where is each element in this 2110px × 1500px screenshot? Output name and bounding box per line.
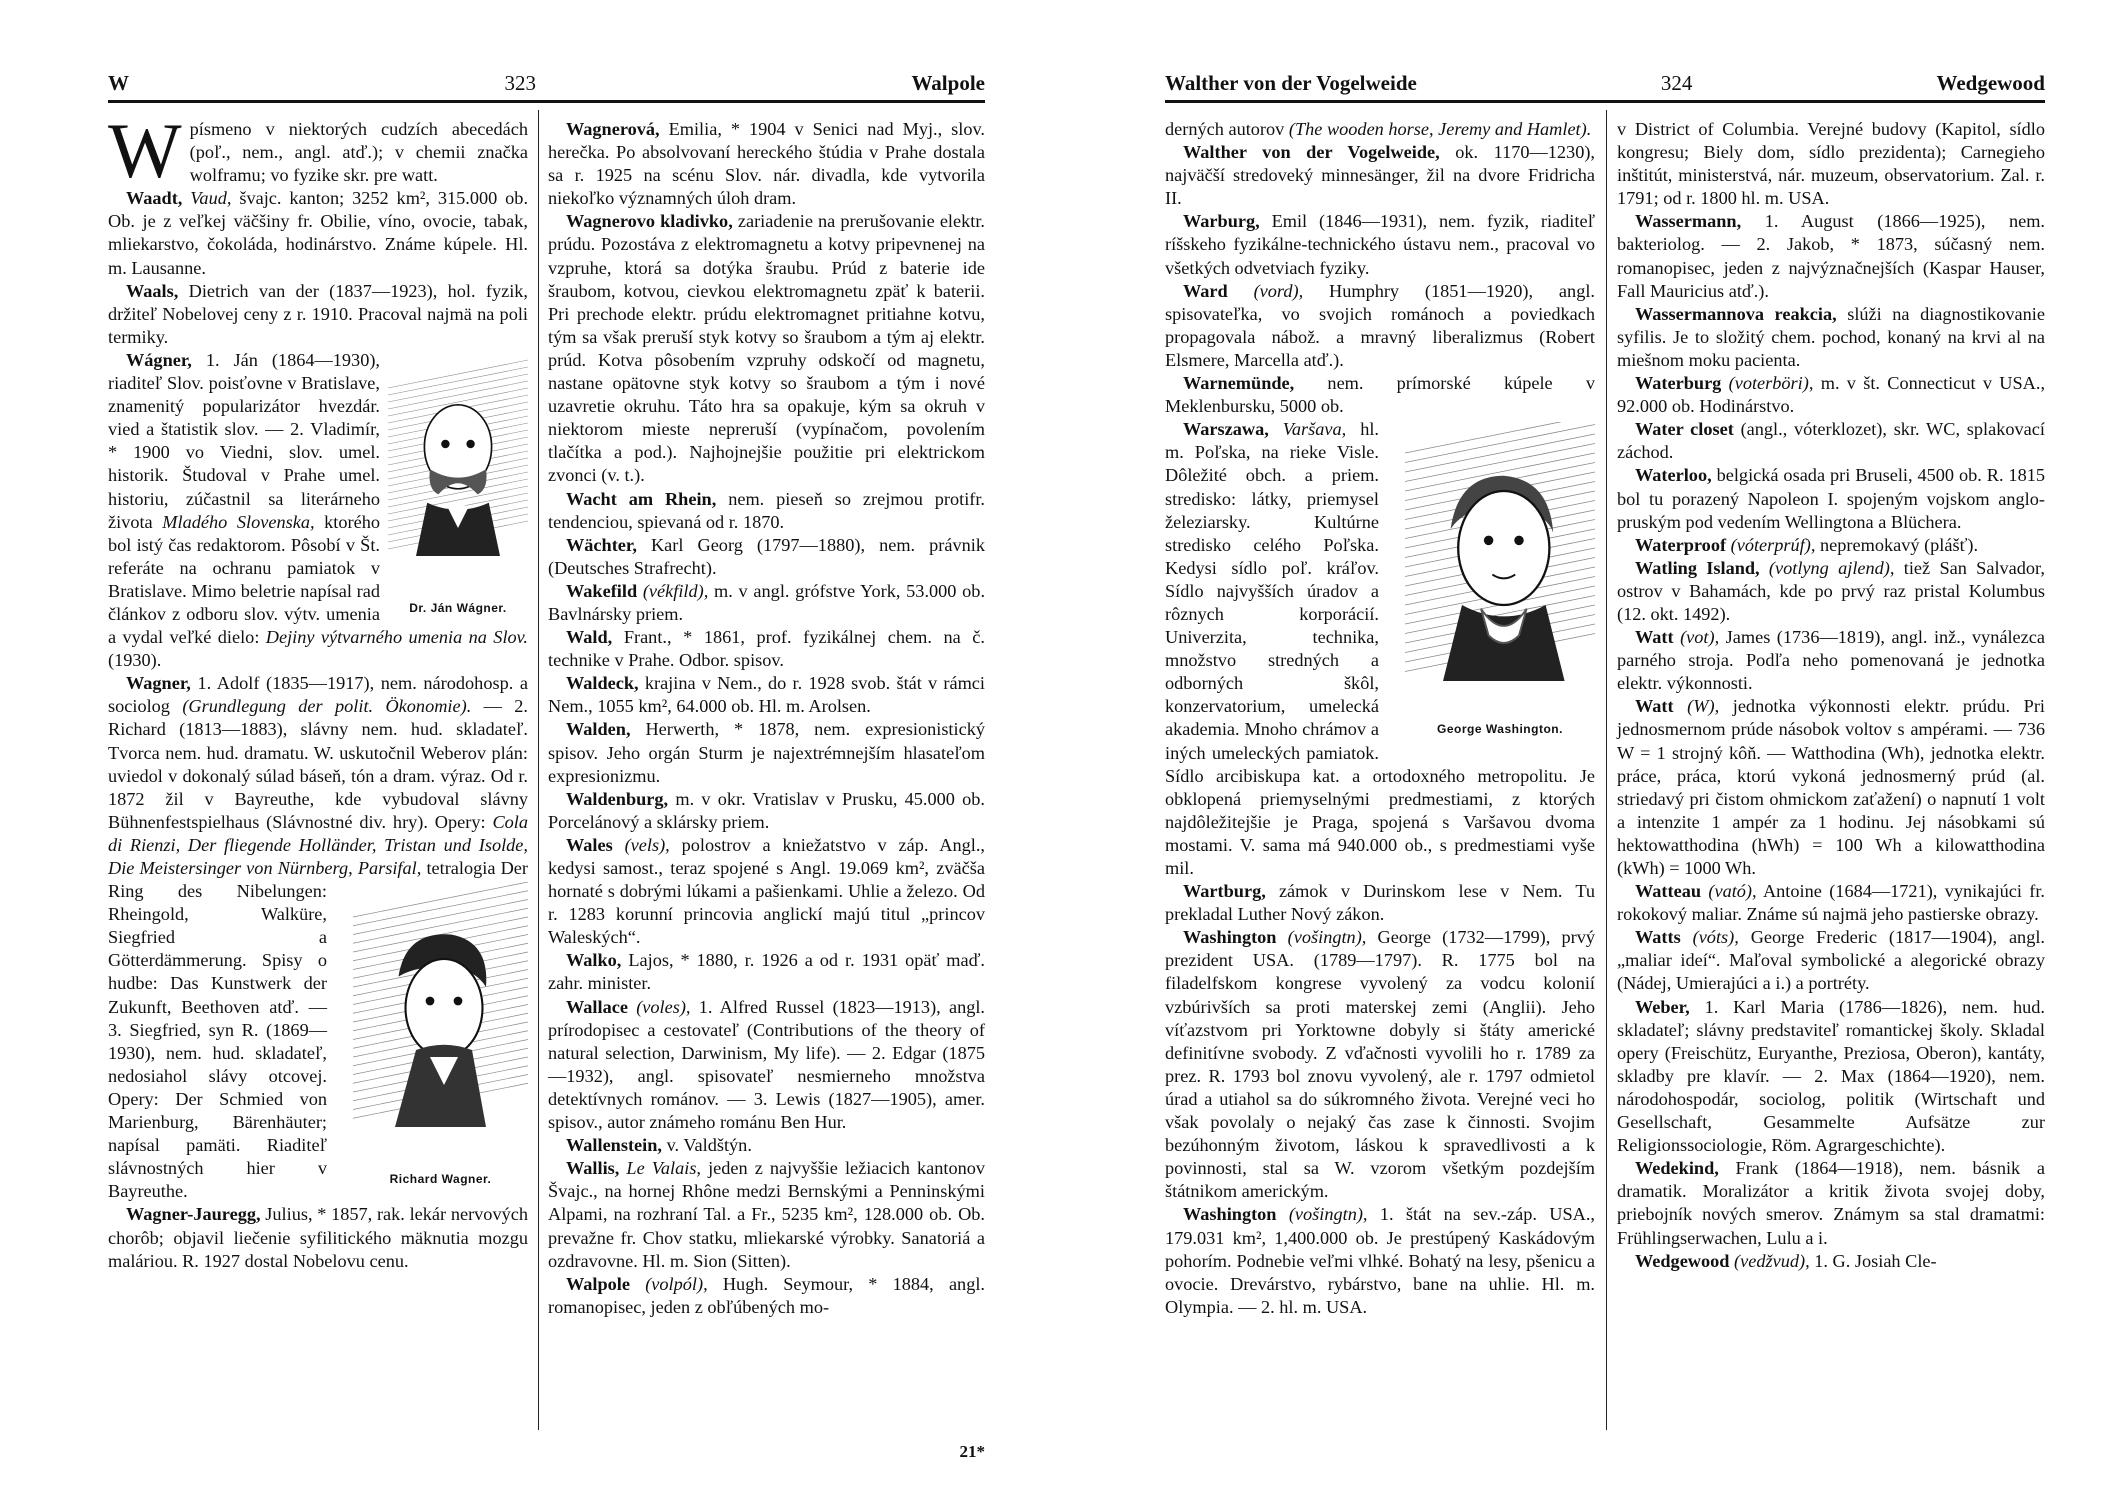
entry-text: 1. Karl Maria (1786—1826), nem. hud. skladateľ; slávny predstaviteľ romantickej školy. Skladal opery (Freischütz, Euryanthe, Preziosa, Oberon), kantáty, skladby pre klavír. — 2. Max (1864—1920), nem. národohospodár, sociolog, politik (Wirtschaft und Gesellschaft, Gesammelte Aufsätze zur Religionssociologie, Röm. Agrargeschichte).	[1617, 996, 2045, 1156]
entry-text: (angl., vóterklozet), skr. WC, splakovací záchod.	[1617, 419, 2045, 463]
entry-headword: Washington	[1183, 927, 1277, 948]
entry-pronunciation: (vóts),	[1692, 927, 1739, 948]
entry-pronunciation: Vaud,	[190, 188, 232, 209]
entry-italic: Mladého Slovenska,	[162, 511, 315, 532]
dictionary-entry	[1617, 880, 2045, 926]
entry-headword: Walther von der Vogelweide,	[1183, 142, 1440, 163]
dictionary-entry	[1617, 996, 2045, 1158]
dictionary-entry	[548, 996, 985, 1135]
dictionary-entry	[1617, 372, 2045, 418]
dictionary-entry	[1617, 534, 2045, 557]
entry-headword: Washington	[1183, 1204, 1277, 1225]
dictionary-entry	[1617, 695, 2045, 880]
signature-mark: 21*	[959, 1442, 985, 1461]
dictionary-entry	[1617, 418, 2045, 464]
dictionary-entry	[548, 949, 985, 995]
entry-text: George Frederic (1817—1904), angl. „maliar ideí“. Maľoval symbolické a alegorické obrazy (Nádej, Umierajúci a i.) a portréty.	[1617, 927, 2045, 994]
entry-text: slúži na diagnostikovanie syfilis. Je to složitý chem. pochod, konaný na krvi al na miešnom moku pacienta.	[1617, 303, 2045, 370]
entry-headword: Wedgewood	[1635, 1250, 1730, 1271]
entry-headword: Waterburg	[1635, 373, 1722, 394]
dictionary-entry	[548, 1273, 985, 1319]
entry-text: 1. August (1866—1925), nem. bakteriolog. — 2. Jakob, * 1873, súčasný nem. romanopisec, jeden z najvýznačnejších (Kaspar Hauser, Fall Mauricius atď.).	[1617, 211, 2045, 301]
dictionary-entry	[1617, 118, 2045, 210]
entry-headword: Wagnerová,	[566, 119, 660, 139]
entry-headword: Watteau	[1635, 881, 1702, 902]
entry-text: tetralogia Der Ring des Nibelungen: Rheingold, Walküre, Siegfried a Götterdämmerung. Spisy o hudbe: Das Kunstwerk der Zukunft, Beethoven atď. — 3. Siegfried, syn R. (1869—1930), nem. hud. skladateľ, nedosiahol slávy otcovej. Opery: Der Schmied von Marienburg, Bärenhäuter; napísal pamäti. Riaditeľ slávnostných hier v Bayreuthe.	[108, 858, 528, 1202]
entry-text: nem. pieseň so zrejmou protifr. tendenciou, spievaná od r. 1870.	[548, 488, 986, 532]
entry-text: m. v okr. Vratislav v Prusku, 45.000 ob. Porcelánový a sklársky priem.	[548, 788, 985, 832]
entry-headword: Water closet	[1635, 419, 1734, 440]
entry-headword: Wassermann,	[1635, 211, 1742, 232]
dictionary-entry	[548, 788, 985, 834]
entry-text: tiež San Salvador, ostrov v Bahamách, kde po prvý raz pristal Kolumbus (12. okt. 1492).	[1617, 557, 2045, 624]
entry-headword: Warszawa,	[1183, 419, 1269, 440]
entry-text: Antoine (1684—1721), vynikajúci fr. rokokový maliar. Známe sú najmä jeho pastierske obrazy.	[1617, 881, 2045, 925]
entry-pronunciation: (voterböri),	[1728, 373, 1814, 394]
column-1	[1165, 118, 1595, 1319]
entry-text: nepremokavý (plášť).	[1820, 534, 1979, 555]
entry-headword: Wartburg,	[1183, 881, 1266, 902]
entry-headword: Wales	[566, 834, 613, 855]
right-page	[1055, 0, 2110, 1500]
entry-text: 1. G. Josiah Cle-	[1814, 1250, 1937, 1271]
entry-headword: Watt	[1635, 627, 1674, 648]
entry-text: švajc. kanton; 3252 km², 315.000 ob. Ob. je z veľkej väčšiny fr. Obilie, víno, ovocie, tabak, mliekarstvo, čokoláda, hodinárstvo. Známe kúpele. Hl. m. Lausanne.	[108, 188, 529, 278]
dictionary-entry	[548, 488, 985, 534]
column-2	[1617, 118, 2045, 1273]
entry-headword: Wald,	[566, 627, 613, 648]
entry-text: 1. Adolf (1835—1917), nem. národohosp. a sociolog	[108, 673, 528, 717]
dictionary-entry	[1165, 210, 1595, 279]
entry-headword: Wakefild	[566, 580, 638, 601]
entry-pronunciation: (vot),	[1680, 627, 1720, 648]
dictionary-entry	[1165, 926, 1595, 1203]
entry-text: belgická osada pri Bruseli, 4500 ob. R. 1815 bol tu porazený Napoleon I. spojeným vojskom anglo-pruským pod vedením Wellingtona a Blüchera.	[1617, 465, 2045, 532]
entry-text: Karl Georg (1797—1880), nem. právnik (Deutsches Strafrecht).	[548, 534, 985, 578]
entry-headword: Wächter,	[566, 534, 637, 555]
page-number: 323	[504, 71, 536, 95]
entry-pronunciation: (vedžvud),	[1734, 1250, 1810, 1271]
dictionary-entry	[1165, 280, 1595, 372]
entry-text: 1. Alfred Russel (1823—1913), angl. prírodopisec a cestovateľ (Contributions of the theory of natural selection, Darwinism, My life). — 2. Edgar (1875—1932), angl. spisovateľ nesmierneho množstva detektívnych románov. — 3. Lewis (1827—1905), amer. spisov., autor známeho románu Ben Hur.	[548, 996, 985, 1133]
portrait-washington	[1387, 422, 1595, 741]
entry-pronunciation: (votlyng ajlend),	[1768, 557, 1895, 578]
dictionary-entry	[1617, 210, 2045, 302]
entry-headword: Wallis,	[566, 1158, 620, 1179]
dictionary-entry	[548, 834, 985, 949]
portrait-engraving	[388, 353, 528, 591]
entry-pronunciation: (volpól),	[645, 1273, 708, 1294]
entry-pronunciation: (W),	[1687, 696, 1720, 717]
entry-headword: Wagnerovo kladivko,	[566, 211, 733, 232]
dictionary-entry	[548, 626, 985, 672]
entry-headword: Wedekind,	[1635, 1158, 1719, 1179]
dictionary-entry	[548, 210, 985, 487]
portrait-richard	[335, 882, 528, 1191]
entry-headword: Ward	[1183, 280, 1228, 301]
entry-text: v District of Columbia. Verejné budovy (Kapitol, sídlo kongresu; Biely dom, sídlo prezidenta); Carnegieho inštitút, ministerstvá, nár. muzeum, observatorium. Zal. r. 1791; od r. 1800 hl. m. USA.	[1617, 119, 2045, 209]
drop-cap: W	[108, 107, 182, 194]
page-header	[1165, 62, 2045, 103]
entry-text: m. v št. Connecticut v USA., 92.000 ob. Hodinárstvo.	[1617, 373, 2046, 417]
entry-text: George (1732—1799), prvý prezident USA. (1789—1797). R. 1775 bol na filadelfskom kongrese vyvolený za vodcu kolonií vzbúrivších sa proti materskej zemi (Anglii). Jeho víťazstvom pri Yorktowne dobyly si štáty americké definitívne svobody. Z vďačnosti vyvolili ho r. 1789 za prez. R. 1793 bol znovu vyvolený, ale r. 1797 odmietol úrad a utiahol sa do súkromného života. Verejné veci ho však povolaly o nejaký čas zase k činnosti. Svojim bezúhonným životom, láskou k spravedlivosti a k povinnosti, stal sa W. vzorom všetkým pozdejším štátnikom americkým.	[1165, 927, 1595, 1202]
entry-pronunciation: (vošingtn),	[1288, 1204, 1368, 1225]
entry-headword: Watts	[1635, 927, 1681, 948]
entry-text: ktorého bol istý čas redaktorom. Pôsobí v Št. referáte na ochranu pamiatok v Bratislave. Mimo beletrie napísal rad článkov z odboru slov. výtv. umenia a vydal veľké dielo:	[108, 511, 380, 648]
dictionary-entry	[548, 672, 985, 718]
entry-headword: Wacht am Rhein,	[566, 488, 717, 509]
entry-text: nem. prímorské kúpele v Meklenbursku, 5000 ob.	[1165, 373, 1595, 417]
dictionary-entry	[548, 118, 985, 210]
entry-italic: (The wooden horse, Jeremy and Hamlet).	[1288, 119, 1592, 139]
dictionary-entry	[1617, 926, 2045, 995]
entry-headword: Walden,	[566, 719, 631, 740]
entry-pronunciation: (vord),	[1253, 280, 1304, 301]
dictionary-entry	[1617, 557, 2045, 626]
entry-headword: Warnemünde,	[1183, 373, 1295, 394]
entry-headword: Wallace	[566, 996, 628, 1017]
entry-text: Emil (1846—1931), nem. fyzik, riaditeľ ríšskeho fyzikálne-technického ústavu nem., pracoval vo všetkých odvetviach fyziky.	[1165, 211, 1596, 278]
entry-italic: Cola di Rienzi, Der fliegende Holländer, Tristan und Isolde, Die Meistersinger von Nürnberg, Parsifal,	[108, 811, 528, 878]
entry-text: Emilia, * 1904 v Senici nad Myj., slov. herečka. Po absolvovaní hereckého štúdia v Prahe dostala sa r. 1925 na scénu Slov. nár. divadla, kde vytvorila niekoľko významných úloh dram.	[548, 119, 985, 209]
entry-headword: Wagner,	[126, 673, 191, 694]
entry-pronunciation: (vošingtn),	[1287, 927, 1367, 948]
entry-text: derných autorov	[1165, 119, 1285, 139]
entry-text: polostrov a kniežatstvo v záp. Angl., kedysi samost., teraz spojené s Angl. 19.069 km², zväčša hornaté s dobrými lúkami a pašienkami. Uhlie a železo. Od r. 1283 korunní princovia anglickí majú titul „princov Waleských“.	[548, 834, 985, 948]
header-right: Walpole	[911, 71, 985, 95]
entry-text: písmeno v niektorých cudzích abecedách (poľ., nem., angl. atď.); v chemii značka wolframu; vo fyzike skr. pre watt.	[189, 119, 528, 186]
dictionary-entry	[1617, 1157, 2045, 1249]
entry-pronunciation: Le Valais,	[626, 1158, 702, 1179]
dictionary-entry	[108, 1203, 528, 1272]
dictionary-entry	[1165, 118, 1595, 141]
entry-text: v. Valdštýn.	[666, 1135, 752, 1156]
entry-headword: Waldenburg,	[566, 788, 669, 809]
dictionary-entry	[1617, 1250, 2045, 1273]
entry-pronunciation: (vóterprúf),	[1730, 534, 1816, 555]
header-left: Walther von der Vogelweide	[1165, 71, 1417, 95]
entry-text: Frank (1864—1918), nem. básnik a dramatik. Moralizátor a kritik života svojej doby, priebojník nových smerov. Známym sa stal dramatmi: Frühlingserwachen, Lulu a i.	[1617, 1158, 2045, 1248]
entry-text: m. v angl. grófstve York, 53.000 ob. Bavlnársky priem.	[548, 580, 986, 624]
dictionary-entry	[1617, 303, 2045, 372]
entry-pronunciation: (vató),	[1708, 881, 1757, 902]
entry-text: 1. štát na sev.-záp. USA., 179.031 km², 1,400.000 ob. Je prestúpený Kaskádovým pohorím. Podnebie veľmi vlhké. Bohatý na lesy, pšenicu a ovocie. Drevárstvo, rybárstvo, bane na uhlie. Hl. m. Olympia. — 2. hl. m. USA.	[1165, 1204, 1595, 1317]
dictionary-entry	[1617, 626, 2045, 695]
entry-text: James (1736—1819), angl. inž., vynálezca parného stroja. Podľa neho pomenovaná je jednotka elektr. výkonnosti.	[1617, 627, 2045, 694]
entry-text: — 2. Richard (1813—1883), slávny nem. hud. skladateľ. Tvorca nem. hud. dramatu. W. uskutočnil Weberov plán: uviedol v dokonalý súlad báseň, tón a dram. výraz. Od r. 1872 žil v Bayreuthe, kde vybudoval slávny Bühnenfestspielhaus (Slávnostné div. hry). Opery:	[108, 696, 528, 832]
column-2	[548, 118, 985, 1319]
dictionary-entry	[108, 107, 528, 194]
entry-text: Julius, * 1857, rak. lekár nervových chorôb; objavil liečenie syfilitického mäknutia mozgu maláriou. R. 1927 dostal Nobelovu cenu.	[108, 1204, 528, 1271]
entry-text: Herwerth, * 1878, nem. expresionistický spisov. Jeho orgán Sturm je najextrémnejším hlasateľom expresionizmu.	[548, 719, 985, 786]
portrait-caption: George Washington.	[1437, 722, 1563, 737]
entry-headword: Wágner,	[126, 349, 192, 370]
dictionary-entry	[548, 718, 985, 787]
entry-text: Hugh. Seymour, * 1884, angl. romanopisec, jeden z obľúbených mo-	[548, 1273, 985, 1317]
entry-headword: Waterproof	[1635, 534, 1727, 555]
entry-headword: Wassermannova reakcia,	[1635, 303, 1837, 324]
dictionary-entry	[108, 187, 528, 279]
entry-text: zariadenie na prerušovanie elektr. prúdu. Pozostáva z elektromagnetu a kotvy pripevnenej na vzpruhe, ktorá sa dotýka šraubu. Prúd z baterie ide šraubom, kotvou, cievkou elektromagnetu zpäť k baterii. Pri prechode elektr. prúdu elektromagnet pritiahne kotvu, tým sa však preruší styk kotvy so šraubom a tým aj elektr. prúd. Kotva pôsobením vzpruhy odskočí od magnetu, nastane opätovne styk kotvy so šraubom a tým i nové uzavretie okruhu. Táto hra sa opakuje, kým sa okruh v niektorom mieste nepreruší (vypínačom, povolením tlačítka a pod.). Najhojnejšie použitie pri elektrickom zvonci (v. t.).	[548, 211, 985, 486]
entry-text: zámok v Durinskom lese v Nem. Tu prekladal Luther Nový zákon.	[1165, 881, 1595, 925]
portrait-engraving	[1405, 422, 1595, 712]
dictionary-entry	[1165, 1203, 1595, 1318]
entry-pronunciation: Varšava,	[1282, 419, 1347, 440]
dictionary-entry	[1165, 880, 1595, 926]
entry-text: Frant., * 1861, prof. fyzikálnej chem. na č. technike v Prahe. Odbor. spisov.	[548, 627, 985, 671]
entry-italic: (Grundlegung der polit. Ökonomie).	[182, 696, 472, 717]
portrait-jan	[388, 353, 528, 620]
dictionary-entry	[1165, 372, 1595, 418]
entry-text: Lajos, * 1880, r. 1926 a od r. 1931 opäť maď. zahr. minister.	[548, 950, 985, 994]
dictionary-entry	[1165, 141, 1595, 210]
portrait-caption: Dr. Ján Wágner.	[409, 601, 507, 616]
entry-headword: Walpole	[566, 1273, 630, 1294]
entry-text: krajina v Nem., do r. 1928 svob. štát v rámci Nem., 1055 km², 64.000 ob. Hl. m. Arolsen.	[548, 673, 985, 717]
header-left: W	[108, 71, 129, 95]
entry-pronunciation: (voles),	[636, 996, 691, 1017]
portrait-engraving	[353, 882, 528, 1162]
column-1	[108, 107, 529, 1273]
entry-headword: Watling Island,	[1635, 557, 1760, 578]
column-divider	[1606, 110, 1607, 1430]
entry-text: hl. m. Poľska, na rieke Visle. Dôležité obch. a priem. stredisko: látky, priemysel železiarsky. Kultúrne stredisko celého Poľska. Kedysi sídlo poľ. kráľov. Sídlo najvyšších úradov a rôznych korporácií. Univerzita, technika, množstvo stredných a odborných škôl, konzervatorium, umelecká akademia. Mnoho chrámov a iných umeleckých pamiatok. Sídlo arcibiskupa kat. a ortodoxného metropolitu. Je obklopená priemyselnými predmestiami, z ktorých najdôležitejšie je Praga, spojená s Varšavou dvoma mostami. V. sama má 940.000 ob., s predmestiami vyše mil.	[1165, 419, 1595, 878]
dictionary-entry	[1165, 418, 1595, 880]
entry-text: jednotka výkonnosti elektr. prúdu. Pri jednosmernom prúde násobok voltov s ampérami. — 736 W = 1 strojný kôň. — Watthodina (Wh), jednotka elektr. práce, práca, ktorú vykoná jednosmerný prúd (al. striedavý pri čistom ohmickom zaťažení) o napnutí 1 volt a intenzite 1 ampér za 1 hodinu. Jej násobkami sú hektowatthodina (hWh) = 100 Wh a kilowatthodina (kWh) = 1000 Wh.	[1617, 696, 2045, 878]
entry-pronunciation: (vels),	[624, 834, 670, 855]
entry-headword: Watt	[1635, 696, 1674, 717]
entry-headword: Walko,	[566, 950, 622, 971]
header-right: Wedgewood	[1936, 71, 2045, 95]
entry-headword: Waldeck,	[566, 673, 639, 694]
page-number: 324	[1660, 71, 1693, 95]
dictionary-entry	[108, 672, 528, 1203]
dictionary-entry	[548, 1134, 985, 1157]
entry-text: (1930).	[108, 650, 162, 671]
column-divider	[538, 110, 539, 1430]
entry-text: Dietrich van der (1837—1923), hol. fyzik, držiteľ Nobelovej ceny z r. 1910. Pracoval najmä na poli termiky.	[108, 280, 529, 347]
entry-text: jeden z najvyššie ležiacich kantonov Švajc., na hornej Rhône medzi Bernskými a Penninskými Alpami, na rozhraní Tal. a Fr., 5235 km², 128.000 ob. Ob. prevažne fr. Chov statku, mliekarské výrobky. Sanatoriá a ozdravovne. Hl. m. Sion (Sitten).	[548, 1158, 986, 1271]
entry-pronunciation: (vékfild),	[642, 580, 709, 601]
entry-italic: Dejiny výtvarného umenia na Slov.	[265, 627, 528, 648]
dictionary-entry	[108, 280, 528, 349]
dictionary-entry	[548, 1157, 985, 1272]
dictionary-entry	[548, 580, 985, 626]
dictionary-entry	[1617, 464, 2045, 533]
entry-headword: Waterloo,	[1635, 465, 1712, 486]
entry-text: 1. Ján (1864—1930), riaditeľ Slov. poisťovne v Bratislave, znamenitý popularizátor hvezdár. vied a štatistik slov. — 2. Vladimír, * 1900 vo Viedni, slov. umel. historik. Študoval v Prahe umel. historiu, zúčastnil sa literárneho života	[108, 349, 380, 532]
entry-text: ok. 1170—1230), najväčší stredoveký minnesänger, žil na dvore Fridricha II.	[1165, 142, 1595, 209]
entry-headword: Weber,	[1635, 996, 1690, 1017]
entry-headword: Waadt,	[126, 188, 183, 209]
entry-text: Humphry (1851—1920), angl. spisovateľka, vo svojich románoch a poviedkach propagovala nábož. a mravný liberalizmus (Robert Elsmere, Marcella atď.).	[1165, 280, 1595, 370]
entry-headword: Wagner-Jauregg,	[126, 1204, 261, 1225]
entry-headword: Wallenstein,	[566, 1135, 662, 1156]
portrait-caption: Richard Wagner.	[389, 1172, 492, 1187]
entry-headword: Warburg,	[1183, 211, 1260, 232]
dictionary-entry	[548, 534, 985, 580]
page-header	[108, 62, 985, 103]
entry-headword: Waals,	[126, 280, 179, 301]
